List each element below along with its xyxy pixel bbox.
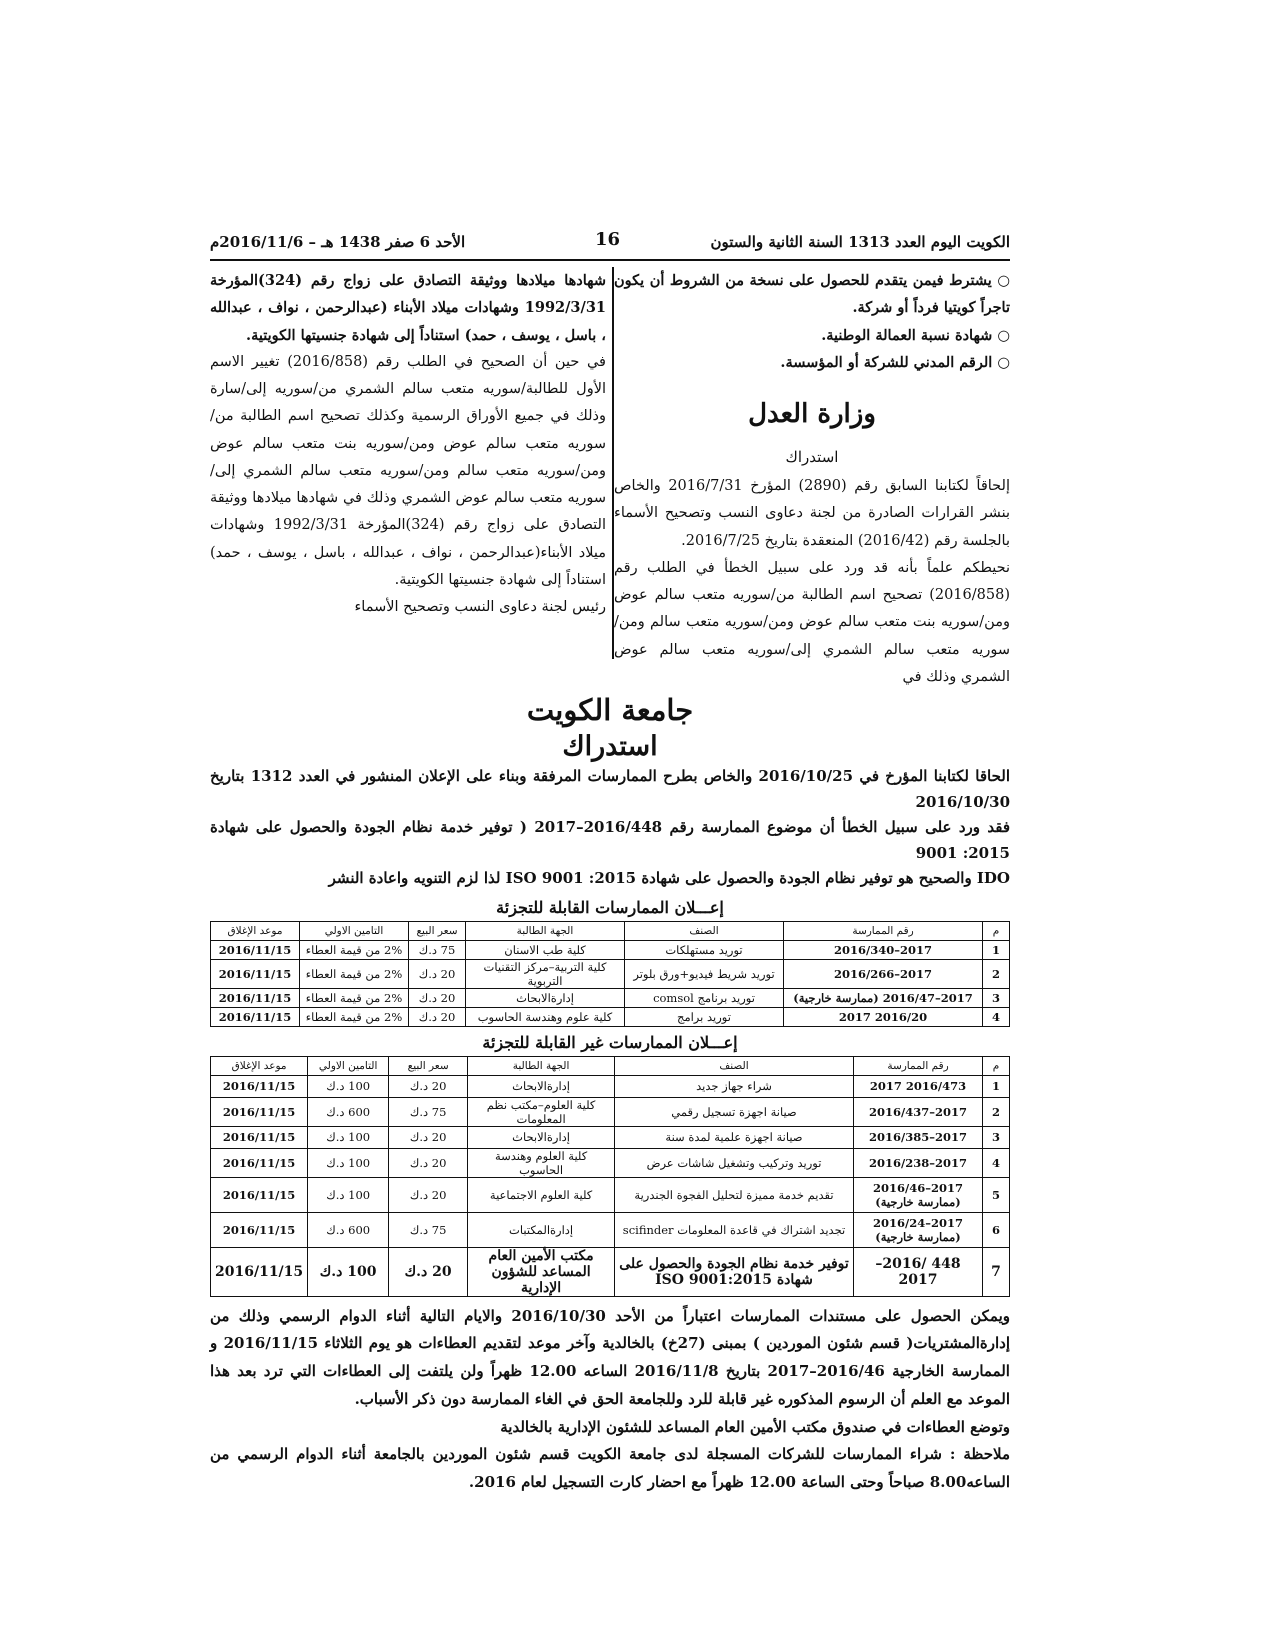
cell-department: إدارةالابحاث <box>466 988 625 1007</box>
cell-closing-date: 2016/11/15 <box>211 1126 308 1148</box>
table-row <box>211 1007 1010 1026</box>
cell-insurance: 2% من قيمة العطاء <box>300 1007 409 1026</box>
non-divisible-table-caption: إعـــلان الممارسات غير القابلة للتجزئة <box>482 1032 738 1052</box>
university-title: جامعة الكويت <box>526 693 694 727</box>
cell-insurance: 100 د.ك <box>308 1177 389 1212</box>
cell-closing-date: 2016/11/15 <box>211 940 300 959</box>
two-column-section <box>210 267 1010 687</box>
cell-practice-number: 2017–2016/47 (ممارسة خارجية) <box>784 988 983 1007</box>
col-header: رقم الممارسة <box>784 921 983 940</box>
cell-department: إدارةالابحاث <box>468 1126 615 1148</box>
cell-index: 2 <box>983 959 1010 988</box>
cell-insurance: 600 د.ك <box>308 1212 389 1247</box>
right-column <box>614 267 1010 691</box>
cell-item: صيانة اجهزة تسجيل رقمي <box>615 1097 854 1126</box>
cell-item: تجديد اشتراك في قاعدة المعلومات scifinder <box>615 1212 854 1247</box>
cell-closing-date: 2016/11/15 <box>211 988 300 1007</box>
table-row <box>211 940 1010 959</box>
table-header-row <box>211 1056 1010 1075</box>
table-header-row <box>211 921 1010 940</box>
cell-practice-number: 2017–2016/266 <box>784 959 983 988</box>
cell-item: توفير خدمة نظام الجودة والحصول على شهادة ISO 9001:2015 <box>615 1247 854 1296</box>
cell-practice-number: 2017–2016/24 (ممارسة خارجية) <box>854 1212 983 1247</box>
cell-item: تقديم خدمة مميزة لتحليل الفجوة الجندرية <box>615 1177 854 1212</box>
cell-practice-number: 2017–2016/385 <box>854 1126 983 1148</box>
cell-price: 20 د.ك <box>409 1007 466 1026</box>
table-row <box>211 1126 1010 1148</box>
cell-department: إدارةالمكتبات <box>468 1212 615 1247</box>
cell-item: توريد وتركيب وتشغيل شاشات عرض <box>615 1148 854 1177</box>
intro-line: فقد ورد على سبيل الخطأ أن موضوع الممارسة رقم 2016/448–2017 ( توفير خدمة نظام الجودة والحصول على شهادة 2015: 9001 <box>210 818 1010 862</box>
cell-price: 20 د.ك <box>389 1075 468 1097</box>
cell-price: 75 د.ك <box>389 1097 468 1126</box>
cell-price: 20 د.ك <box>389 1126 468 1148</box>
cell-index: 7 <box>983 1247 1010 1296</box>
col-header: الصنف <box>615 1056 854 1075</box>
cell-index: 1 <box>983 940 1010 959</box>
cell-index: 3 <box>983 988 1010 1007</box>
cell-price: 75 د.ك <box>389 1212 468 1247</box>
cell-closing-date: 2016/11/15 <box>211 1075 308 1097</box>
col-header: التامين الاولي <box>300 921 409 940</box>
cell-practice-number: 2017–2016/46 (ممارسة خارجية) <box>854 1177 983 1212</box>
table-row <box>211 1097 1010 1126</box>
cell-department: كلية العلوم وهندسة الحاسوب <box>468 1148 615 1177</box>
col-header: م <box>983 1056 1010 1075</box>
university-istidrak: استدراك <box>562 731 658 762</box>
table-row <box>211 1148 1010 1177</box>
cell-price: 20 د.ك <box>409 959 466 988</box>
istidrak-heading: استدراك <box>785 447 839 466</box>
table-row <box>211 1212 1010 1247</box>
cell-item: توريد شريط فيديو+ورق بلوتر <box>625 959 784 988</box>
col-header: سعر البيع <box>409 921 466 940</box>
ministry-title: وزارة العدل <box>748 399 876 429</box>
cell-item: صيانة اجهزة علمية لمدة سنة <box>615 1126 854 1148</box>
cell-department: مكتب الأمين العام المساعد للشؤون الإدارية <box>468 1247 615 1296</box>
gazette-page <box>210 225 1010 1497</box>
cell-department: كلية التربية–مركز التقنيات التربوية <box>466 959 625 988</box>
cell-index: 4 <box>983 1148 1010 1177</box>
cell-insurance: 100 د.ك <box>308 1075 389 1097</box>
notes-paragraph: ويمكن الحصول على مستندات الممارسات اعتباراً من الأحد 2016/10/30 والايام التالية أثناء الدوام الرسمي وذلك من إدارةالمشتريات( قسم شئون الموردين ) بمبنى (27خ) بالخالدية وآخر موعد لتقديم العطاءات هو يوم الثلاثاء 2016/11/15 و الممارسة الخارجية 2016/46–2017 بتاريخ 2016/11/8 الساعه 12.00 ظهراً ولن يلتفت إلى العطاءات التي ترد بعد هذا الموعد مع العلم أن الرسوم المذكوره غير قابلة للرد وللجامعة الحق في الغاء الممارسة دون ذكر الأسباب. <box>210 1306 1010 1408</box>
cell-item: شراء جهاز جديد <box>615 1075 854 1097</box>
cell-department: إدارةالابحاث <box>468 1075 615 1097</box>
cell-closing-date: 2016/11/15 <box>211 959 300 988</box>
table-row <box>211 1247 1010 1296</box>
notes-paragraph: وتوضع العطاءات في صندوق مكتب الأمين العام المساعد للشئون الإدارية بالخالدية <box>500 1417 1010 1436</box>
cell-insurance: 100 د.ك <box>308 1247 389 1296</box>
cell-practice-number: 448 /2016–2017 <box>854 1247 983 1296</box>
notes-section <box>210 1303 1010 1497</box>
cell-item: توريد برامج <box>625 1007 784 1026</box>
intro-line: IDO والصحيح هو توفير نظام الجودة والحصول على شهادة 2015: 9001 ISO لذا لزم التنويه واعادة النشر <box>328 869 1010 887</box>
col-header: م <box>983 921 1010 940</box>
cell-insurance: 2% من قيمة العطاء <box>300 959 409 988</box>
table-row <box>211 988 1010 1007</box>
header-date: الأحد 6 صفر 1438 هـ – 2016/11/6م <box>210 233 466 251</box>
justice-paragraph: إلحاقاً لكتابنا السابق رقم (2890) المؤرخ 2016/7/31 والخاص بنشر القرارات الصادرة من لجنة دعاوى النسب وتصحيح الأسماء بالجلسة رقم (2016/42) المنعقدة بتاريخ 2016/7/25. <box>614 478 1010 549</box>
cell-practice-number: 2016/20 2017 <box>784 1007 983 1026</box>
cell-insurance: 600 د.ك <box>308 1097 389 1126</box>
col-header: رقم الممارسة <box>854 1056 983 1075</box>
cell-closing-date: 2016/11/15 <box>211 1212 308 1247</box>
col-header: الجهة الطالبة <box>466 921 625 940</box>
divisible-practices-table <box>210 921 1010 1027</box>
left-column <box>210 267 606 621</box>
cell-insurance: 100 د.ك <box>308 1126 389 1148</box>
cell-index: 5 <box>983 1177 1010 1212</box>
table-row <box>211 1177 1010 1212</box>
col-header: الصنف <box>625 921 784 940</box>
justice-paragraph: نحيطكم علماً بأنه قد ورد على سبيل الخطأ في الطلب رقم (2016/858) تصحيح اسم الطالبة من/سوريه متعب سالم عوض ومن/سوريه بنت متعب سالم عوض ومن/سوريه متعب سالم ومن/سوريه متعب سالم الشمري إلى/سوريه متعب سالم عوض الشمري وذلك في <box>614 559 1010 685</box>
header-page-number: 16 <box>595 229 621 250</box>
col-header: موعد الإغلاق <box>211 1056 308 1075</box>
cell-closing-date: 2016/11/15 <box>211 1247 308 1296</box>
cell-practice-number: 2017–2016/437 <box>854 1097 983 1126</box>
header-publication: الكويت اليوم العدد 1313 السنة الثانية والستون <box>710 233 1010 251</box>
condition-item: ○ يشترط فيمن يتقدم للحصول على نسخة من الشروط أن يكون تاجراً كويتيا فرداً أو شركة. <box>614 272 1010 317</box>
cell-closing-date: 2016/11/15 <box>211 1177 308 1212</box>
cell-department: كلية علوم وهندسة الحاسوب <box>466 1007 625 1026</box>
table-row <box>211 1075 1010 1097</box>
cell-insurance: 100 د.ك <box>308 1148 389 1177</box>
page-header <box>210 225 1010 261</box>
cell-practice-number: 2017–2016/238 <box>854 1148 983 1177</box>
cell-index: 1 <box>983 1075 1010 1097</box>
column-divider <box>612 267 614 659</box>
cell-insurance: 2% من قيمة العطاء <box>300 988 409 1007</box>
cell-closing-date: 2016/11/15 <box>211 1007 300 1026</box>
cell-practice-number: 2017–2016/340 <box>784 940 983 959</box>
col-header: التامين الاولي <box>308 1056 389 1075</box>
cell-insurance: 2% من قيمة العطاء <box>300 940 409 959</box>
cell-practice-number: 2016/473 2017 <box>854 1075 983 1097</box>
cell-price: 20 د.ك <box>409 988 466 1007</box>
condition-item: ○ الرقم المدني للشركة أو المؤسسة. <box>780 353 1010 371</box>
cell-price: 75 د.ك <box>409 940 466 959</box>
justice-paragraph: في حين أن الصحيح في الطلب رقم (2016/858) تغيير الاسم الأول للطالبة/سوريه متعب سالم الشمري من/سوريه إلى/سارة وذلك في جميع الأوراق الرسمية وكذلك تصحيح اسم الطالبة من/سوريه متعب سالم عوض ومن/سوريه بنت متعب سالم عوض ومن/سوريه متعب سالم ومن/سوريه متعب سالم الشمري إلى/سوريه متعب سالم عوض الشمري وذلك في شهادها ميلادها ووثيقة التصادق على زواج رقم (324)المؤرخة 1992/3/31 وشهادات ميلاد الأبناء(عبدالرحمن ، نواف ، عبدالله ، باسل ، يوسف ، حمد) استناداً إلى شهادة جنسيتها الكويتية. <box>210 353 606 588</box>
cell-price: 20 د.ك <box>389 1148 468 1177</box>
col-header: الجهة الطالبة <box>468 1056 615 1075</box>
university-intro <box>210 764 1010 892</box>
cell-closing-date: 2016/11/15 <box>211 1097 308 1126</box>
signature-line: رئيس لجنة دعاوى النسب وتصحيح الأسماء <box>354 599 606 615</box>
cell-price: 20 د.ك <box>389 1177 468 1212</box>
cell-item: توريد مستهلكات <box>625 940 784 959</box>
justice-paragraph: شهادها ميلادها ووثيقة التصادق على زواج رقم (324)المؤرخة 1992/3/31 وشهادات ميلاد الأبناء (عبدالرحمن ، نواف ، عبدالله ، باسل ، يوسف ، حمد) استناداً إلى شهادة جنسيتها الكويتية. <box>210 272 606 344</box>
cell-index: 6 <box>983 1212 1010 1247</box>
intro-line: الحاقا لكتابنا المؤرخ في 2016/10/25 والخاص بطرح الممارسات المرفقة وبناء على الإعلان المنشور في العدد 1312 بتاريخ 2016/10/30 <box>210 767 1010 811</box>
cell-index: 2 <box>983 1097 1010 1126</box>
cell-index: 3 <box>983 1126 1010 1148</box>
cell-department: كلية طب الاسنان <box>466 940 625 959</box>
cell-index: 4 <box>983 1007 1010 1026</box>
table-row <box>211 959 1010 988</box>
cell-item: توريد برنامج comsol <box>625 988 784 1007</box>
notes-paragraph: ملاحظة : شراء الممارسات للشركات المسجلة لدى جامعة الكويت قسم شئون الموردين بالجامعة أثناء الدوام الرسمي من الساعه8.00 صباحاً وحتى الساعة 12.00 ظهراً مع احضار كارت التسجيل لعام 2016. <box>210 1445 1010 1491</box>
cell-closing-date: 2016/11/15 <box>211 1148 308 1177</box>
col-header: موعد الإغلاق <box>211 921 300 940</box>
col-header: سعر البيع <box>389 1056 468 1075</box>
cell-price: 20 د.ك <box>389 1247 468 1296</box>
cell-department: كلية العلوم الاجتماعية <box>468 1177 615 1212</box>
condition-item: ○ شهادة نسبة العمالة الوطنية. <box>821 326 1010 344</box>
divisible-table-caption: إعـــلان الممارسات القابلة للتجزئة <box>496 897 724 917</box>
cell-department: كلية العلوم–مكتب نظم المعلومات <box>468 1097 615 1126</box>
non-divisible-practices-table <box>210 1056 1010 1297</box>
